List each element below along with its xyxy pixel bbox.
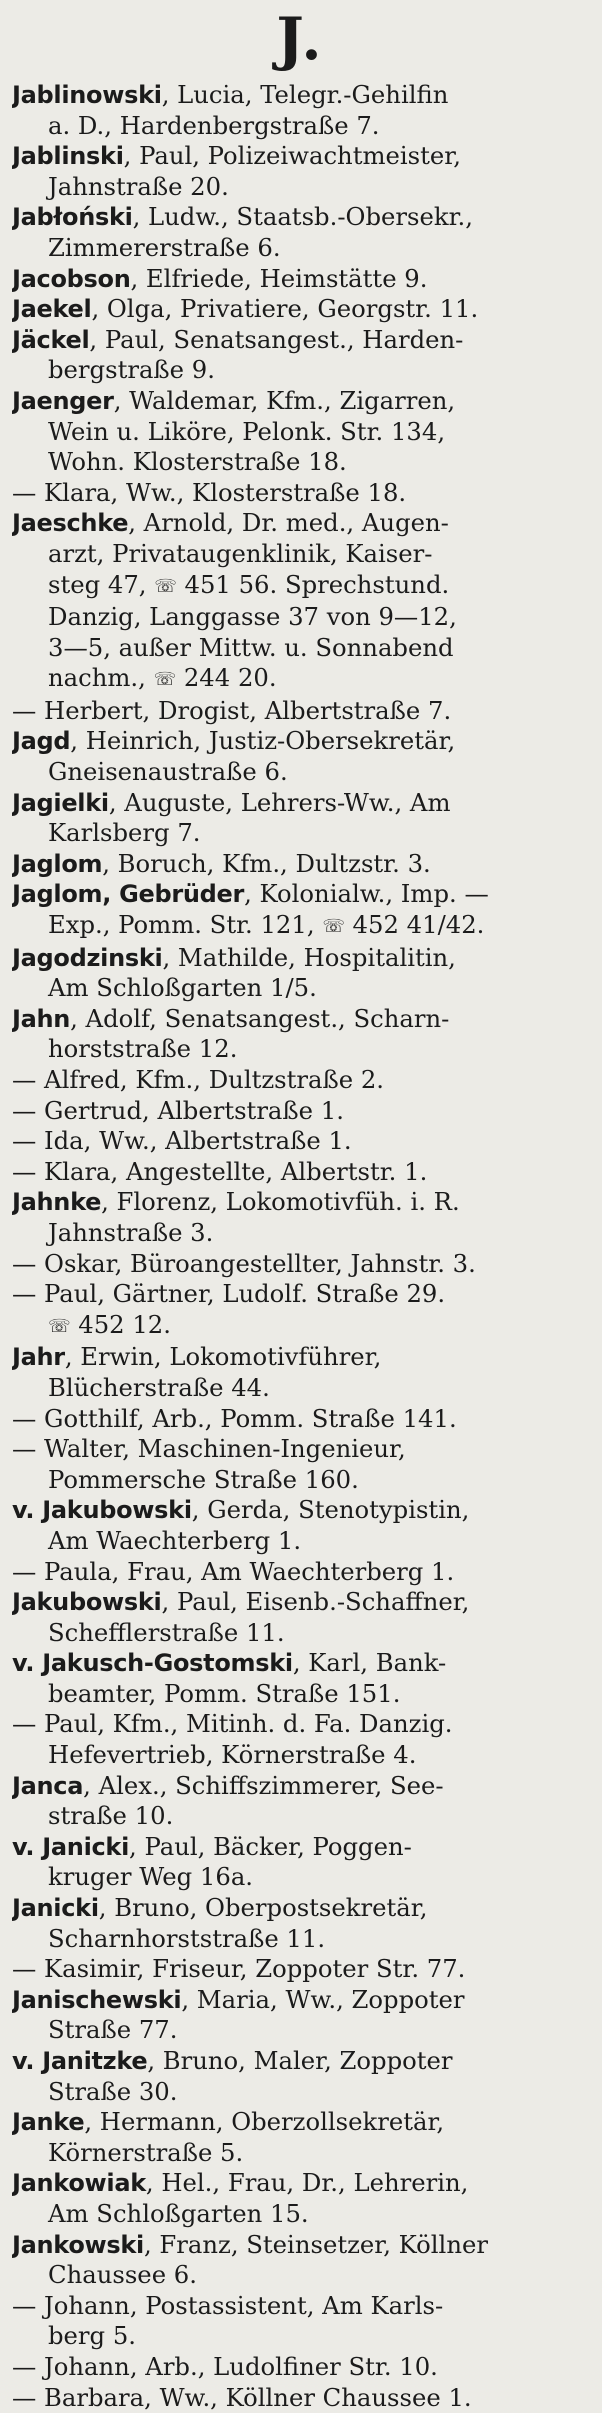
entry-text: , Paul, Polizeiwachtmeister, [123, 141, 461, 171]
entry-text: beamter, Pomm. Straße 151. [48, 1678, 401, 1708]
entry-text: , Alex., Schiffszimmerer, See- [83, 1770, 444, 1800]
entry-text: , Bruno, Maler, Zoppoter [147, 2046, 453, 2075]
entry-text: horststraße 12. [48, 1034, 238, 1064]
entry-continuation-line [12, 2199, 588, 2230]
entry-text: kruger Weg 16a. [48, 1862, 254, 1892]
entry-first-line [12, 1404, 588, 1435]
entry-continuation-line [12, 1526, 588, 1557]
directory-entry [12, 788, 588, 849]
entry-continuation-line [12, 233, 588, 264]
entry-first-line [12, 1434, 588, 1465]
entry-first-line [12, 1187, 588, 1218]
entry-text: , Franz, Steinsetzer, Köllner [143, 2229, 488, 2259]
directory-entry [12, 879, 588, 942]
entry-surname: Jäckel [12, 325, 90, 354]
directory-entry [12, 1126, 588, 1157]
entry-first-line [12, 2352, 588, 2383]
entry-text: Hefevertrieb, Körnerstraße 4. [48, 1740, 417, 1770]
entry-text: Jahnstraße 20. [48, 171, 229, 201]
entry-continuation-line [12, 602, 588, 633]
entry-text: , Elfriede, Heimstätte 9. [130, 263, 428, 293]
telephone-icon: ☏ [153, 669, 177, 691]
entry-surname: Jankowiak [12, 2169, 146, 2198]
directory-entry [12, 478, 588, 509]
entry-surname: Jaglom, Gebrüder [12, 880, 245, 909]
entry-text: Am Schloßgarten 1/5. [48, 973, 317, 1003]
entry-first-line [12, 1985, 588, 2016]
entry-text: , Lucia, Telegr.-Gehilfin [161, 80, 449, 109]
entry-text: Gneisenaustraße 6. [48, 757, 288, 787]
directory-entry [12, 1004, 588, 1065]
entry-text: Körnerstraße 5. [48, 2137, 244, 2167]
directory-entry [12, 1187, 588, 1248]
entry-continuation-line [12, 111, 588, 142]
entry-text: berg 5. [48, 2321, 137, 2351]
directory-entry [12, 1771, 588, 1832]
entry-surname: Jaenger [12, 386, 114, 415]
entry-first-line [12, 2383, 588, 2413]
entry-surname: Jagielki [12, 788, 109, 817]
entry-text: Walter, Maschinen-Ingenieur, [44, 1434, 406, 1464]
entry-text: Ida, Ww., Albertstraße 1. [44, 1126, 352, 1156]
entry-text: , Karl, Bank- [292, 1648, 447, 1678]
directory-entry [12, 80, 588, 141]
directory-entries [12, 80, 588, 2413]
entry-text: Barbara, Ww., Köllner Chaussee 1. [44, 2382, 472, 2412]
directory-entry [12, 325, 588, 386]
entry-text: Schefflerstraße 11. [48, 1617, 285, 1647]
directory-entry [12, 1157, 588, 1188]
entry-first-line [12, 1557, 588, 1588]
entry-text: , Waldemar, Kfm., Zigarren, [113, 385, 456, 415]
directory-entry [12, 1557, 588, 1588]
entry-text: , Hermann, Oberzollsekretär, [84, 2107, 445, 2137]
entry-continuation-line [12, 1034, 588, 1065]
directory-entry [12, 1434, 588, 1495]
entry-surname: Jagd [12, 727, 71, 756]
entry-continuation-line [12, 2321, 588, 2352]
directory-entry [12, 1495, 588, 1556]
entry-first-line [12, 1648, 588, 1679]
entry-text: Klara, Ww., Klosterstraße 18. [44, 477, 407, 507]
directory-entry [12, 2383, 588, 2413]
entry-first-line [12, 849, 588, 880]
entry-text: , Boruch, Kfm., Dultzstr. 3. [102, 848, 431, 878]
entry-surname: Janca [12, 1771, 84, 1800]
telephone-icon: ☏ [322, 916, 345, 938]
directory-entry [12, 1404, 588, 1435]
entry-text: Klara, Angestellte, Albertstr. 1. [44, 1156, 428, 1186]
entry-first-line [12, 202, 588, 233]
directory-entry [12, 1587, 588, 1648]
entry-surname: Jabłoński [12, 203, 133, 232]
directory-entry [12, 696, 588, 727]
entry-first-line [12, 2291, 588, 2322]
directory-entry [12, 1709, 588, 1770]
entry-continuation-line [12, 417, 588, 448]
entry-first-line [12, 264, 588, 295]
entry-surname: Jahn [12, 1004, 71, 1033]
entry-text: Blücherstraße 44. [48, 1372, 270, 1402]
entry-continuation-line [12, 1465, 588, 1496]
entry-surname: Jahnke [12, 1188, 102, 1217]
entry-first-line [12, 294, 588, 325]
entry-text: , Florenz, Lokomotivfüh. i. R. [101, 1187, 460, 1217]
entry-first-line [12, 325, 588, 356]
entry-text: , Mathilde, Hospitalitin, [162, 942, 456, 972]
entry-text: , Paul, Eisenb.-Schaffner, [161, 1587, 470, 1617]
repeat-name-dash: — [12, 1556, 45, 1586]
entry-continuation-line [12, 1862, 588, 1893]
entry-continuation-line [12, 1618, 588, 1649]
entry-text: , Bruno, Oberpostsekretär, [98, 1893, 428, 1923]
entry-surname: Jaglom [12, 849, 103, 878]
entry-first-line [12, 1771, 588, 1802]
entry-surname: v. Janicki [12, 1832, 130, 1861]
entry-continuation-line [12, 757, 588, 788]
entry-text: Straße 77. [48, 2015, 178, 2045]
entry-continuation-line [12, 663, 588, 696]
entry-text: Oskar, Büroangestellter, Jahnstr. 3. [44, 1248, 476, 1278]
entry-continuation-line [12, 1218, 588, 1249]
entry-text: Wohn. Klosterstraße 18. [48, 447, 347, 477]
entry-surname: Janke [12, 2108, 85, 2137]
entry-text: a. D., Hardenbergstraße 7. [48, 110, 380, 140]
entry-surname: Janicki [12, 1894, 99, 1923]
entry-text: Wein u. Liköre, Pelonk. Str. 134, [48, 416, 446, 446]
directory-entry [12, 386, 588, 478]
entry-first-line [12, 1587, 588, 1618]
entry-surname: Jacobson [12, 264, 131, 293]
directory-entry [12, 1832, 588, 1893]
directory-entry [12, 726, 588, 787]
directory-entry [12, 2352, 588, 2383]
telephone-icon: ☏ [154, 575, 177, 597]
entry-text: Zimmererstraße 6. [48, 232, 281, 262]
entry-text: bergstraße 9. [48, 355, 215, 385]
entry-continuation-line [12, 355, 588, 386]
entry-continuation-line [12, 2015, 588, 2046]
repeat-name-dash: — [12, 1434, 45, 1464]
entry-text: , Gerda, Stenotypistin, [191, 1495, 470, 1525]
repeat-name-dash: — [12, 1126, 45, 1156]
directory-entry [12, 849, 588, 880]
entry-text: , Paul, Senatsangest., Harden- [89, 324, 464, 354]
entry-text: Johann, Arb., Ludolfiner Str. 10. [44, 2351, 438, 2381]
directory-entry [12, 1954, 588, 1985]
entry-text: , Erwin, Lokomotivführer, [64, 1342, 382, 1372]
directory-entry [12, 1893, 588, 1954]
directory-entry [12, 1342, 588, 1403]
entry-text: arzt, Privataugenklinik, Kaiser- [48, 538, 433, 568]
entry-surname: v. Janitzke [12, 2047, 148, 2075]
entry-first-line [12, 1126, 588, 1157]
entry-text: Paul, Kfm., Mitinh. d. Fa. Danzig. [44, 1709, 453, 1739]
repeat-name-dash: — [12, 1248, 45, 1278]
entry-text: steg 47, ☏ 451 56. Sprechstund. [48, 570, 449, 599]
repeat-name-dash: — [12, 1954, 45, 1984]
entry-continuation-line [12, 2138, 588, 2169]
entry-continuation-line [12, 172, 588, 203]
entry-first-line [12, 788, 588, 819]
directory-entry [12, 943, 588, 1004]
entry-continuation-line [12, 1679, 588, 1710]
entry-surname: Jahr [12, 1343, 65, 1372]
entry-surname: v. Jakubowski [12, 1496, 192, 1525]
entry-continuation-line [12, 1924, 588, 1955]
repeat-name-dash: — [12, 1065, 45, 1094]
repeat-name-dash: — [12, 1279, 45, 1309]
entry-surname: Jakubowski [12, 1588, 162, 1617]
entry-first-line [12, 1954, 588, 1985]
entry-text: Karlsberg 7. [48, 818, 201, 848]
directory-entry [12, 2168, 588, 2229]
entry-first-line [12, 1249, 588, 1280]
entry-text: , Olga, Privatiere, Georgstr. 11. [91, 294, 479, 324]
entry-first-line [12, 696, 588, 727]
entry-first-line [12, 141, 588, 172]
entry-first-line [12, 1342, 588, 1373]
entry-text: , Heinrich, Justiz-Obersekretär, [70, 726, 456, 756]
entry-text: Chaussee 6. [48, 2260, 197, 2290]
directory-entry [12, 264, 588, 295]
section-letter-heading: J. [276, 5, 324, 73]
entry-text: , Kolonialw., Imp. — [244, 879, 489, 909]
directory-entry [12, 2107, 588, 2168]
entry-text: Gotthilf, Arb., Pomm. Straße 141. [44, 1403, 457, 1433]
entry-continuation-line [12, 633, 588, 664]
repeat-name-dash: — [12, 2290, 45, 2320]
entry-text: , Arnold, Dr. med., Augen- [128, 508, 449, 538]
entry-text: , Auguste, Lehrers-Ww., Am [108, 787, 451, 817]
entry-text: Am Waechterberg 1. [48, 1525, 302, 1555]
entry-continuation-line [12, 1310, 588, 1343]
entry-text: , Ludw., Staatsb.-Obersekr., [132, 202, 473, 232]
directory-entry [12, 294, 588, 325]
entry-first-line [12, 1004, 588, 1035]
directory-entry [12, 1096, 588, 1127]
entry-continuation-line [12, 818, 588, 849]
entry-continuation-line [12, 973, 588, 1004]
entry-text: ☏ 452 12. [48, 1310, 171, 1339]
entry-first-line [12, 1893, 588, 1924]
entry-surname: Jankowski [12, 2230, 144, 2259]
entry-text: , Paul, Bäcker, Poggen- [129, 1831, 412, 1861]
entry-text: , Hel., Frau, Dr., Lehrerin, [145, 2168, 469, 2198]
repeat-name-dash: — [12, 695, 45, 725]
entry-first-line [12, 879, 588, 910]
directory-entry [12, 202, 588, 263]
entry-first-line [12, 1709, 588, 1740]
repeat-name-dash: — [12, 1156, 45, 1186]
entry-continuation-line [12, 910, 588, 943]
entry-first-line [12, 1096, 588, 1127]
directory-entry [12, 508, 588, 696]
entry-first-line [12, 2168, 588, 2199]
entry-text: Jahnstraße 3. [48, 1217, 214, 1247]
directory-entry [12, 141, 588, 202]
entry-text: Herbert, Drogist, Albertstraße 7. [44, 695, 452, 725]
entry-text: Scharnhorststraße 11. [48, 1923, 326, 1953]
entry-surname: Jagodzinski [12, 943, 163, 972]
entry-continuation-line [12, 2260, 588, 2291]
entry-text: 3—5, außer Mittw. u. Sonnabend [48, 632, 454, 662]
entry-text: nachm., ☏ 244 20. [48, 663, 277, 692]
entry-surname: Jablinski [12, 142, 124, 171]
entry-first-line [12, 1157, 588, 1188]
entry-text: Am Schloßgarten 15. [48, 2198, 309, 2228]
entry-surname: Jaeschke [12, 509, 129, 538]
entry-continuation-line [12, 2077, 588, 2108]
entry-first-line [12, 2107, 588, 2138]
entry-text: Alfred, Kfm., Dultzstraße 2. [44, 1065, 384, 1094]
entry-continuation-line [12, 447, 588, 478]
entry-continuation-line [12, 1373, 588, 1404]
entry-text: , Maria, Ww., Zoppoter [181, 1984, 465, 2014]
directory-entry [12, 1249, 588, 1280]
directory-entry [12, 1648, 588, 1709]
entry-first-line [12, 726, 588, 757]
entry-text: Pommersche Straße 160. [48, 1464, 359, 1494]
directory-entry [12, 2046, 588, 2107]
repeat-name-dash: — [12, 1403, 45, 1433]
telephone-icon: ☏ [48, 1315, 71, 1337]
directory-entry [12, 2230, 588, 2291]
entry-first-line [12, 1832, 588, 1863]
entry-text: , Adolf, Senatsangest., Scharn- [70, 1003, 450, 1033]
entry-text: Johann, Postassistent, Am Karls- [44, 2290, 444, 2320]
entry-text: Paul, Gärtner, Ludolf. Straße 29. [44, 1279, 446, 1309]
entry-first-line [12, 478, 588, 509]
entry-first-line [12, 508, 588, 539]
entry-first-line [12, 386, 588, 417]
entry-text: Gertrud, Albertstraße 1. [44, 1095, 344, 1125]
entry-surname: Janischewski [12, 1985, 182, 2014]
directory-entry [12, 2291, 588, 2352]
entry-surname: Jablinowski [12, 81, 162, 109]
entry-first-line [12, 943, 588, 974]
entry-first-line [12, 1279, 588, 1310]
entry-text: Kasimir, Friseur, Zoppoter Str. 77. [44, 1954, 466, 1984]
entry-first-line [12, 1065, 588, 1096]
entry-continuation-line [12, 539, 588, 570]
entry-first-line [12, 2230, 588, 2261]
entry-text: Straße 30. [48, 2076, 178, 2106]
directory-entry [12, 1279, 588, 1342]
directory-entry [12, 1065, 588, 1096]
entry-continuation-line [12, 570, 588, 603]
entry-text: straße 10. [48, 1801, 174, 1831]
entry-continuation-line [12, 1740, 588, 1771]
entry-first-line [12, 80, 588, 111]
repeat-name-dash: — [12, 2382, 45, 2412]
entry-first-line [12, 1495, 588, 1526]
entry-surname: Jaekel [12, 295, 92, 324]
entry-text: Paula, Frau, Am Waechterberg 1. [44, 1556, 455, 1586]
entry-continuation-line [12, 1801, 588, 1832]
entry-text: Danzig, Langgasse 37 von 9—12, [48, 602, 457, 632]
repeat-name-dash: — [12, 1095, 45, 1125]
entry-first-line [12, 2046, 588, 2077]
repeat-name-dash: — [12, 1709, 45, 1739]
repeat-name-dash: — [12, 2351, 45, 2381]
entry-text: Exp., Pomm. Str. 121, ☏ 452 41/42. [48, 910, 484, 939]
repeat-name-dash: — [12, 477, 45, 507]
directory-entry [12, 1985, 588, 2046]
entry-surname: v. Jakusch-Gostomski [12, 1649, 293, 1678]
